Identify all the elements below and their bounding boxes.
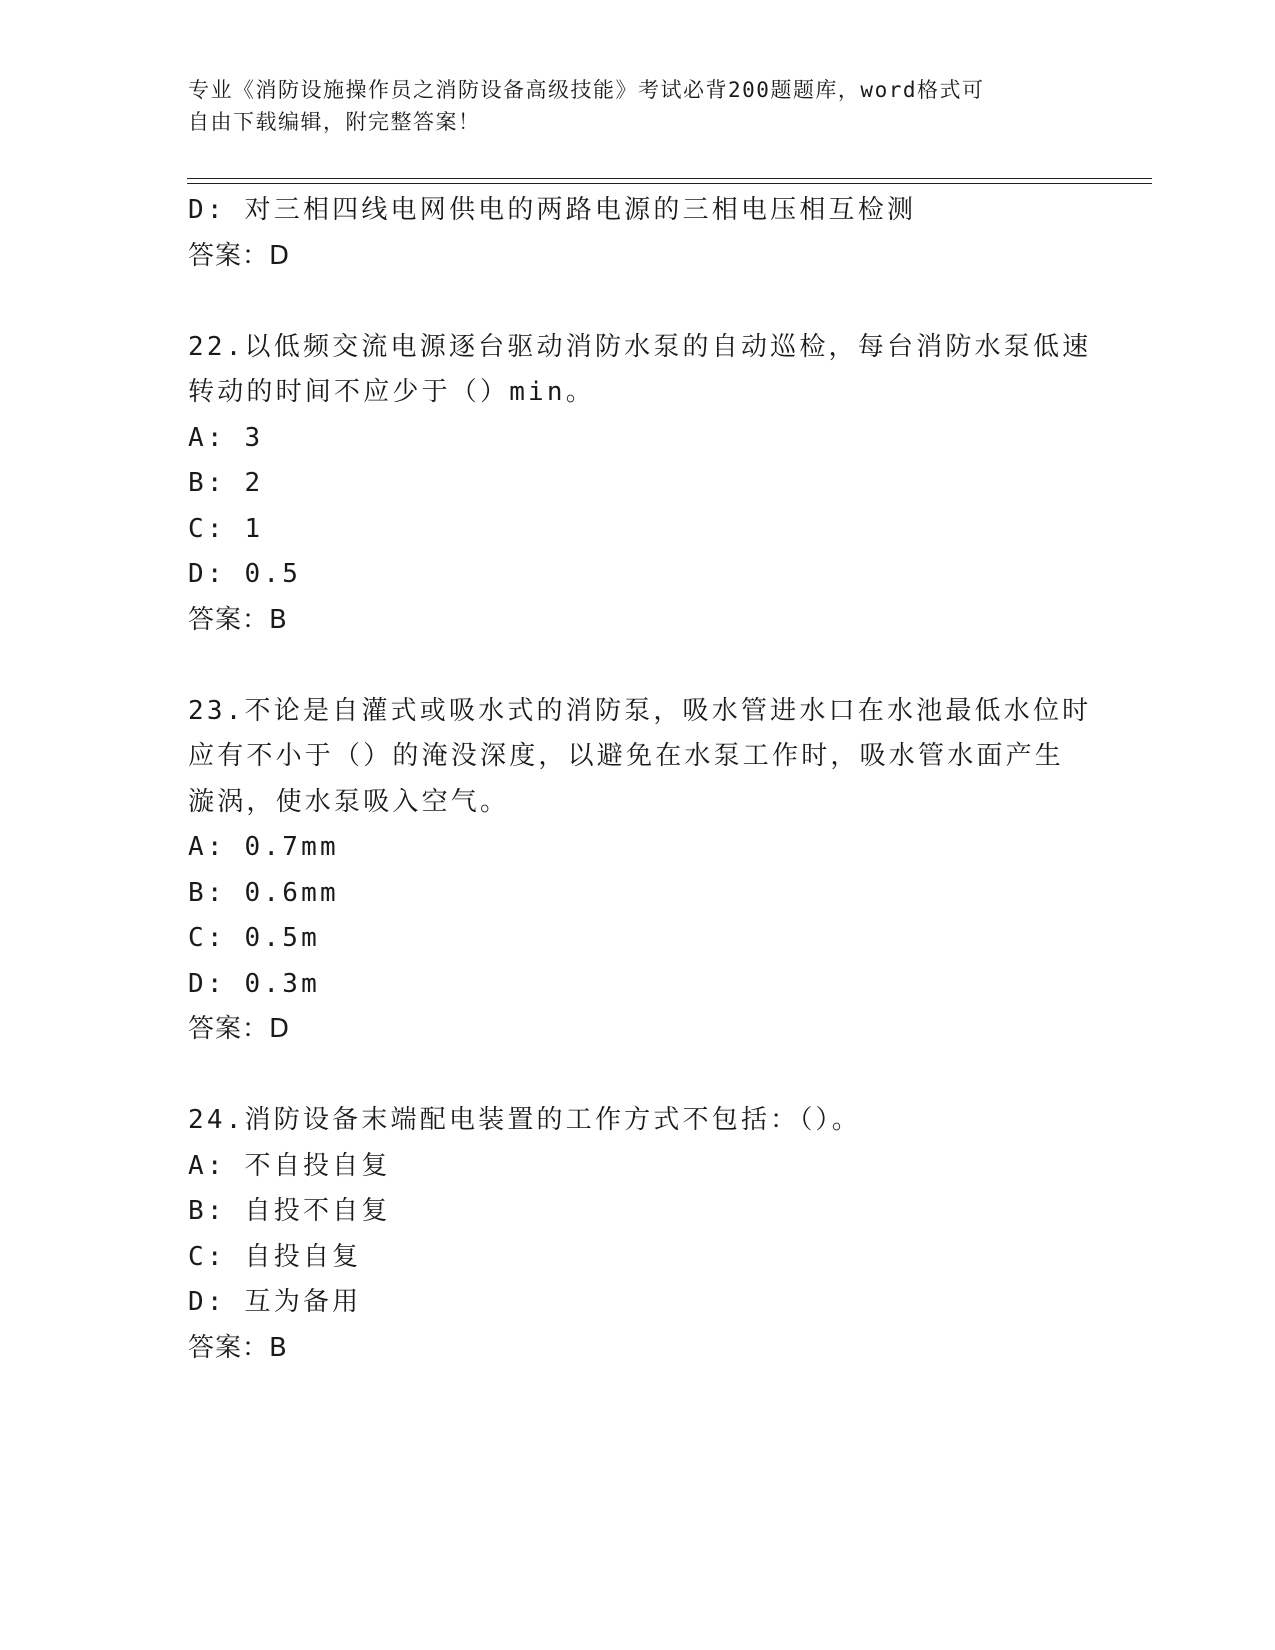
question-stem: 24.消防设备末端配电装置的工作方式不包括：（）。: [188, 1105, 861, 1135]
question-stem: 23.不论是自灌式或吸水式的消防泵，吸水管进水口在水池最低水位时: [188, 695, 1092, 726]
spacer: [188, 1053, 1088, 1099]
answer: 答案：D: [188, 240, 291, 271]
option-a: A: 0.7mm: [188, 832, 339, 862]
question-list: [188, 188, 1092, 1371]
option-c: C: 自投自复: [188, 1241, 362, 1272]
question-23: [188, 689, 1092, 1053]
option-b: B: 2: [188, 468, 264, 498]
option-b: B: 自投不自复: [188, 1196, 391, 1226]
document-header: [188, 74, 1068, 138]
option-a: A: 3: [188, 422, 264, 453]
option-c: C: 1: [188, 513, 264, 544]
header-line-1: 专业《消防设施操作员之消防设备高级技能》考试必背200题题库，word格式可: [188, 78, 985, 102]
question-24: [188, 1098, 1088, 1371]
question-stem: 应有不小于（）的淹没深度，以避免在水泵工作时，吸水管水面产生: [188, 741, 1065, 771]
question-stem: 漩涡，使水泵吸入空气。: [188, 786, 510, 817]
option-a: A: 不自投自复: [188, 1150, 391, 1181]
answer: 答案：B: [188, 1332, 288, 1363]
answer: 答案：B: [188, 604, 288, 635]
option-d: D: 0.3m: [188, 968, 320, 999]
option-d: D: 互为备用: [188, 1287, 362, 1317]
header-line-2: 自由下载编辑，附完整答案！: [188, 110, 481, 134]
option-b: B: 0.6mm: [188, 877, 339, 908]
spacer: [188, 279, 1088, 325]
question-22: [188, 325, 1092, 644]
question-stem: 转动的时间不应少于（）min。: [188, 377, 595, 407]
header-divider-top: [187, 178, 1152, 179]
question-21-tail: [188, 188, 1088, 279]
answer: 答案：D: [188, 1014, 291, 1044]
option-d: D: 对三相四线电网供电的两路电源的三相电压相互检测: [188, 195, 917, 225]
option-c: C: 0.5m: [188, 923, 320, 953]
header-divider-bottom: [187, 183, 1152, 184]
question-stem: 22.以低频交流电源逐台驱动消防水泵的自动巡检，每台消防水泵低速: [188, 331, 1092, 362]
spacer: [188, 643, 1088, 689]
option-d: D: 0.5: [188, 559, 302, 589]
